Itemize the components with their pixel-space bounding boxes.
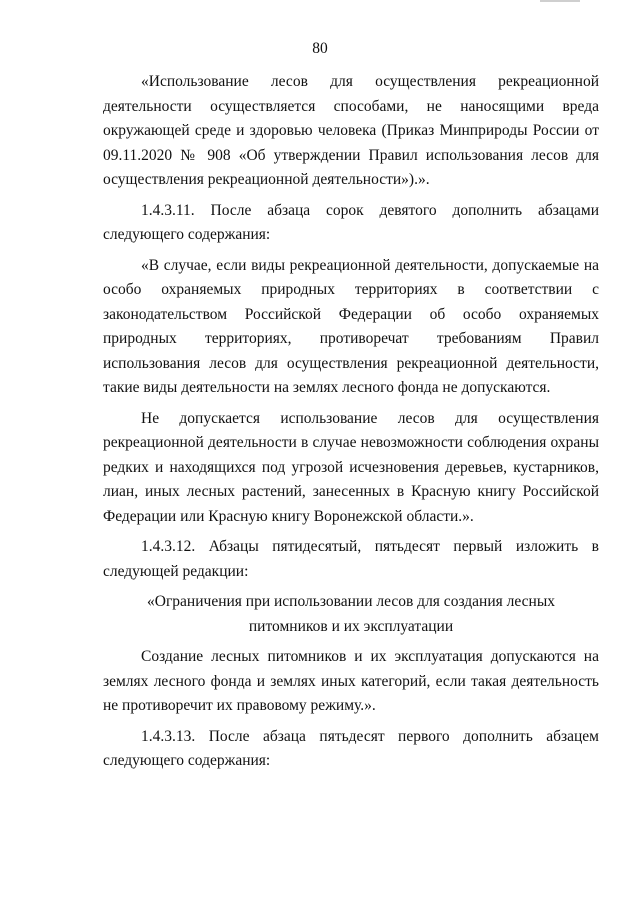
paragraph-recreation-methods: «Использование лесов для осуществления рекреационной деятельности осуществляется способами, не наносящими вреда окружающей среде и здоровью человека (Приказ Минприроды России от 09.11.2020 № 908 «Об утверждении Правил использования лесов для осуществления рекреационной деятельности»).». — [103, 73, 599, 188]
document-body — [103, 70, 599, 774]
section-heading-nurseries: «Ограничения при использовании лесов для создания лесных питомников и их эксплуатации — [147, 593, 555, 635]
paragraph-red-book: Не допускается использование лесов для осуществления рекреационной деятельности в случае невозможности соблюдения охраны редких и находящихся под угрозой исчезновения деревьев, кустарников, лиан, иных лесных растений, занесенных в Красную книгу Российской Федерации или Красную книгу Воронежской области.». — [103, 409, 599, 525]
scan-artifact — [540, 0, 580, 2]
page-number: 80 — [312, 40, 328, 57]
paragraph-protected-territories: «В случае, если виды рекреационной деятельности, допускаемые на особо охраняемых природных территориях в соответствии с законодательством Российской Федерации об особо охраняемых природных территориях, противоречат требованиям Правил использования лесов для осуществления рекреационной деятельности, такие виды деятельности на землях лесного фонда не допускаются. — [103, 256, 599, 396]
paragraph-nurseries: Создание лесных питомников и их эксплуатация допускаются на землях лесного фонда и землях иных категорий, если такая деятельность не противоречит их правовому режиму.». — [103, 648, 599, 714]
paragraph-item-1-4-3-13: 1.4.3.13. После абзаца пятьдесят первого дополнить абзацем следующего содержания: — [103, 727, 599, 769]
paragraph-item-1-4-3-11: 1.4.3.11. После абзаца сорок девятого дополнить абзацами следующего содержания: — [103, 201, 599, 243]
paragraph-item-1-4-3-12: 1.4.3.12. Абзацы пятидесятый, пятьдесят первый изложить в следующей редакции: — [103, 538, 599, 580]
